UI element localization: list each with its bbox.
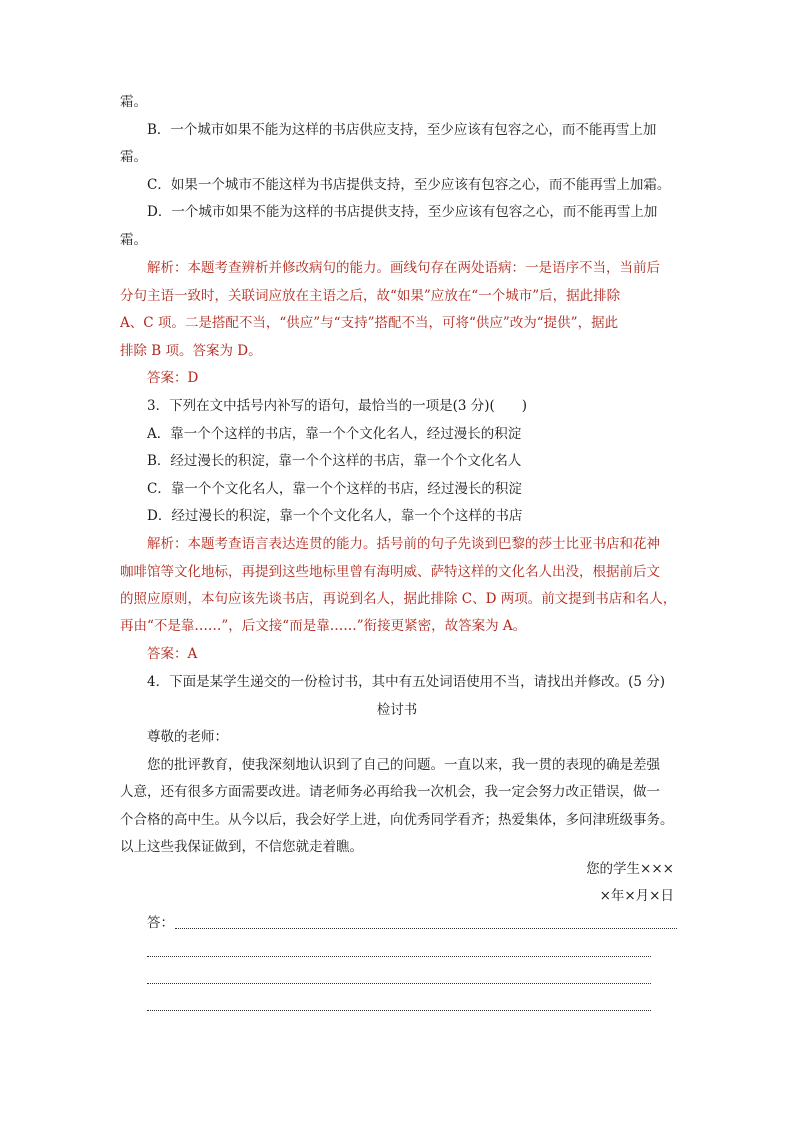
q2-option-b-line2: 霜。 <box>120 149 147 165</box>
q4-stem: 4．下面是某学生递交的一份检讨书，其中有五处词语使用不当，请找出并修改。(5 分) <box>147 674 666 690</box>
q2-option-b-line1: B．一个城市如果不能为这样的书店供应支持，至少应该有包容之心，而不能再雪上加 <box>147 122 657 138</box>
q2-fragment-top: 霜。 <box>120 94 147 110</box>
q3-option-d: D．经过漫长的积淀，靠一个个文化名人，靠一个个这样的书店 <box>147 508 523 524</box>
q2-analysis-line4: 排除 B 项。答案为 D。 <box>120 343 262 359</box>
q2-answer: 答案：D <box>147 370 199 386</box>
letter-signature: 您的学生××× <box>586 861 674 877</box>
q3-option-b: B．经过漫长的积淀，靠一个个这样的书店，靠一个个文化名人 <box>147 453 522 469</box>
letter-body-line2: 人意，还有很多方面需要改进。请老师务必再给我一次机会，我一定会努力改正错误，做一 <box>120 784 660 800</box>
q2-analysis-line2: 分句主语一致时，关联词应放在主语之后，故“如果”应放在“一个城市”后，据此排除 <box>120 288 621 304</box>
answer-label: 答： <box>147 915 174 931</box>
q3-stem: 3．下列在文中括号内补写的语句，最恰当的一项是(3 分)( ) <box>147 398 528 414</box>
q2-option-c: C．如果一个城市不能这样为书店提供支持，至少应该有包容之心，而不能再雪上加霜。 <box>147 177 671 193</box>
q2-option-d-line2: 霜。 <box>120 232 147 248</box>
answer-dotted-line-4 <box>147 1010 651 1011</box>
letter-date: ×年×月×日 <box>599 888 674 904</box>
answer-dotted-line-2 <box>147 956 651 957</box>
letter-salutation: 尊敬的老师： <box>147 729 228 745</box>
q2-analysis-line3: A、C 项。二是搭配不当，“供应”与“支持”搭配不当，可将“供应”改为“提供”，据此 <box>120 315 619 331</box>
answer-dotted-line-1 <box>175 928 677 929</box>
answer-dotted-line-3 <box>147 983 651 984</box>
q3-option-a: A．靠一个个这样的书店，靠一个个文化名人，经过漫长的积淀 <box>147 426 522 442</box>
q2-analysis-line1: 解析：本题考查辨析并修改病句的能力。画线句存在两处语病：一是语序不当，当前后 <box>147 260 660 276</box>
q3-analysis-line4: 再由“不是靠……”，后文接“而是靠……”衔接更紧密，故答案为 A。 <box>120 618 527 634</box>
answer-row <box>147 912 677 932</box>
q3-option-c: C．靠一个个文化名人，靠一个个这样的书店，经过漫长的积淀 <box>147 481 522 497</box>
letter-title: 检讨书 <box>376 702 418 718</box>
q3-answer: 答案：A <box>147 646 198 662</box>
letter-body-line1: 您的批评教育，使我深刻地认识到了自己的问题。一直以来，我一贯的表现的确是差强 <box>147 757 660 773</box>
letter-body-line3: 个合格的高中生。从今以后，我会好学上进，向优秀同学看齐；热爱集体，多问津班级事务。 <box>120 812 674 828</box>
q3-analysis-line3: 的照应原则，本句应该先谈书店，再说到名人，据此排除 C、D 两项。前文提到书店和名人， <box>120 591 677 607</box>
q3-analysis-line2: 咖啡馆等文化地标，再提到这些地标里曾有海明威、萨特这样的文化名人出没，根据前后文 <box>120 564 660 580</box>
letter-body-line4: 以上这些我保证做到，不信您就走着瞧。 <box>120 839 363 855</box>
q2-option-d-line1: D．一个城市如果不能为这样的书店提供支持，至少应该有包容之心，而不能再雪上加 <box>147 204 658 220</box>
q3-analysis-line1: 解析：本题考查语言表达连贯的能力。括号前的句子先谈到巴黎的莎士比亚书店和花神 <box>147 536 660 552</box>
